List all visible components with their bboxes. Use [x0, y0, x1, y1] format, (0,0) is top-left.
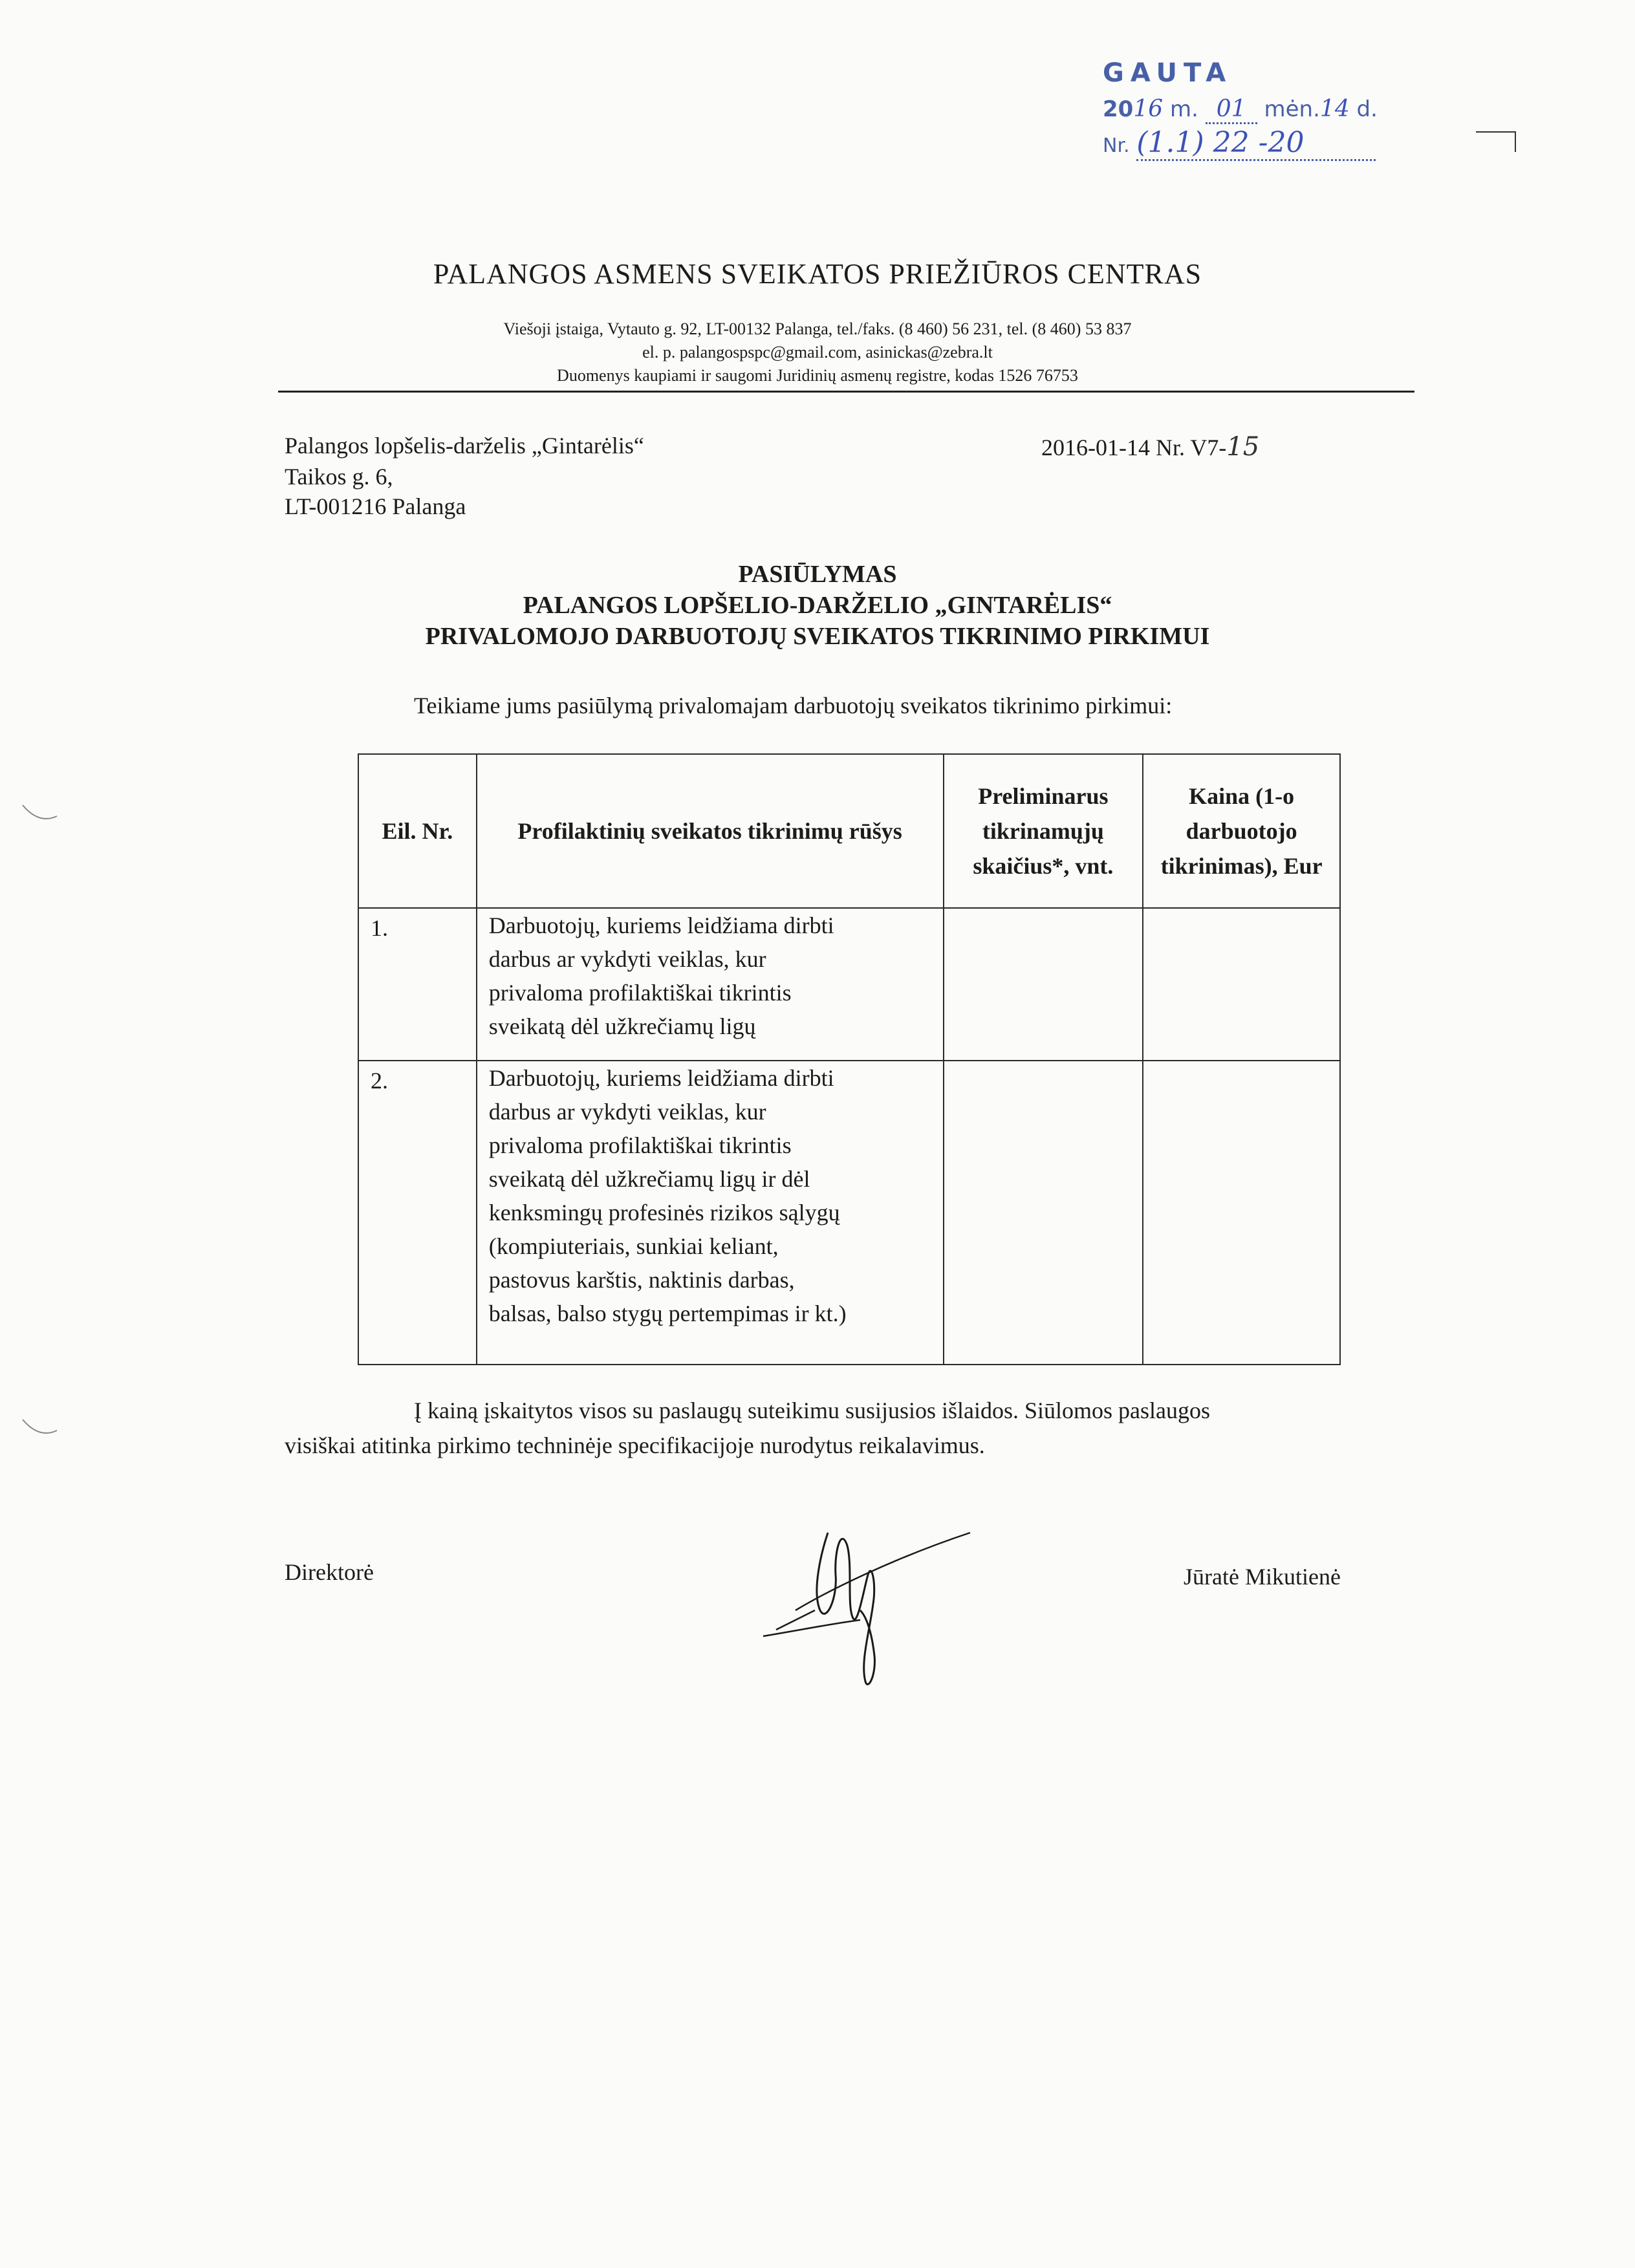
row-description: [477, 1061, 944, 1365]
note-line-2: visiškai atitinka pirkimo techninėje specifikacijoje nurodytus reikalavimus.: [285, 1432, 985, 1458]
document-subtitle-1: PALANGOS LOPŠELIO-DARŽELIO „GINTARĖLIS“: [523, 592, 1112, 619]
signatory-name: Jūratė Mikutienė: [1184, 1564, 1341, 1590]
row-description-line: balsas, balso stygų pertempimas ir kt.): [488, 1301, 847, 1326]
row-description-line: Darbuotojų, kuriems leidžiama dirbti: [488, 1065, 834, 1091]
stamp-title: GAUTA: [1103, 58, 1233, 88]
document-number-handwritten: 15: [1226, 432, 1260, 462]
offer-table: [358, 753, 1341, 1365]
document-date-number: [1041, 432, 1259, 462]
stamp-year-handwritten: 16: [1133, 96, 1164, 122]
organization-name: PALANGOS ASMENS SVEIKATOS PRIEŽIŪROS CENTRAS: [433, 258, 1202, 290]
stamp-nr-handwritten: (1.1) 22 -20: [1136, 126, 1305, 159]
received-stamp: [1103, 58, 1400, 171]
header-nr: Eil. Nr.: [358, 754, 477, 908]
stamp-nr-line: [1103, 126, 1376, 161]
header-type: Profilaktinių sveikatos tikrinimų rūšys: [477, 754, 944, 908]
row-description-line: kenksmingų profesinės rizikos sąlygų: [488, 1200, 840, 1226]
stamp-month-handwritten: 01: [1216, 96, 1246, 122]
stamp-date-line: [1103, 96, 1378, 124]
note-line-1: Į kainą įskaitytos visos su paslaugų suteikimu susijusios išlaidos. Siūlomos paslaugos: [414, 1398, 1211, 1423]
document-subtitle-2: PRIVALOMOJO DARBUOTOJŲ SVEIKATOS TIKRINIMO PIRKIMUI: [425, 623, 1210, 650]
table-row: [358, 1061, 1340, 1365]
header-price: Kaina (1-o darbuotojo tikrinimas), Eur: [1143, 754, 1340, 908]
stamp-day-handwritten: 14: [1319, 96, 1350, 122]
row-description-line: privaloma profilaktiškai tikrintis: [488, 1132, 792, 1158]
row-price-cell: [1143, 1061, 1340, 1365]
row-description-line: pastovus karštis, naktinis darbas,: [488, 1267, 795, 1293]
recipient-name: Palangos lopšelis-darželis „Gintarėlis“: [285, 433, 644, 459]
row-description: [477, 908, 944, 1061]
scan-margin-mark: [19, 802, 58, 828]
recipient-city: LT-001216 Palanga: [285, 493, 466, 519]
table-row: [358, 908, 1340, 1061]
row-description-line: Darbuotojų, kuriems leidžiama dirbti: [488, 913, 834, 938]
document-date: 2016-01-14 Nr. V7-: [1041, 435, 1227, 460]
org-email-line: el. p. palangospspc@gmail.com, asinickas@zebra.lt: [642, 343, 993, 362]
row-price-cell: [1143, 908, 1340, 1061]
row-description-line: sveikatą dėl užkrečiamų ligų ir dėl: [488, 1166, 810, 1192]
signatory-role: Direktorė: [285, 1559, 374, 1585]
stamp-nr-label: Nr.: [1103, 135, 1130, 157]
document-title: PASIŪLYMAS: [738, 561, 897, 588]
row-description-line: sveikatą dėl užkrečiamų ligų: [488, 1013, 756, 1039]
row-description-line: (kompiuteriais, sunkiai keliant,: [488, 1233, 779, 1259]
table-header-row: [358, 754, 1340, 908]
header-count: Preliminarus tikrinamųjų skaičius*, vnt.: [944, 754, 1143, 908]
row-description-line: privaloma profilaktiškai tikrintis: [488, 980, 792, 1006]
row-nr: 2.: [358, 1061, 477, 1365]
stamp-m-label: m.: [1169, 96, 1198, 122]
scan-corner-mark: [1476, 131, 1516, 152]
stamp-men-label: mėn.: [1264, 96, 1320, 122]
row-count-cell: [944, 908, 1143, 1061]
stamp-d-label: d.: [1356, 96, 1378, 122]
recipient-street: Taikos g. 6,: [285, 464, 393, 490]
row-count-cell: [944, 1061, 1143, 1365]
handwritten-signature: [750, 1513, 983, 1694]
scan-margin-mark: [19, 1416, 58, 1442]
row-nr: 1.: [358, 908, 477, 1061]
intro-text: Teikiame jums pasiūlymą privalomajam darbuotojų sveikatos tikrinimo pirkimui:: [414, 693, 1173, 718]
stamp-year-prefix: 20: [1103, 96, 1134, 122]
header-divider: [278, 391, 1414, 393]
org-address-line: Viešoji įstaiga, Vytauto g. 92, LT-00132 Palanga, tel./faks. (8 460) 56 231, tel. (8 460) 53 837: [503, 319, 1132, 338]
row-description-line: darbus ar vykdyti veiklas, kur: [488, 946, 766, 972]
row-description-line: darbus ar vykdyti veiklas, kur: [488, 1099, 766, 1125]
org-registry-line: Duomenys kaupiami ir saugomi Juridinių asmenų registre, kodas 1526 76753: [557, 366, 1078, 385]
